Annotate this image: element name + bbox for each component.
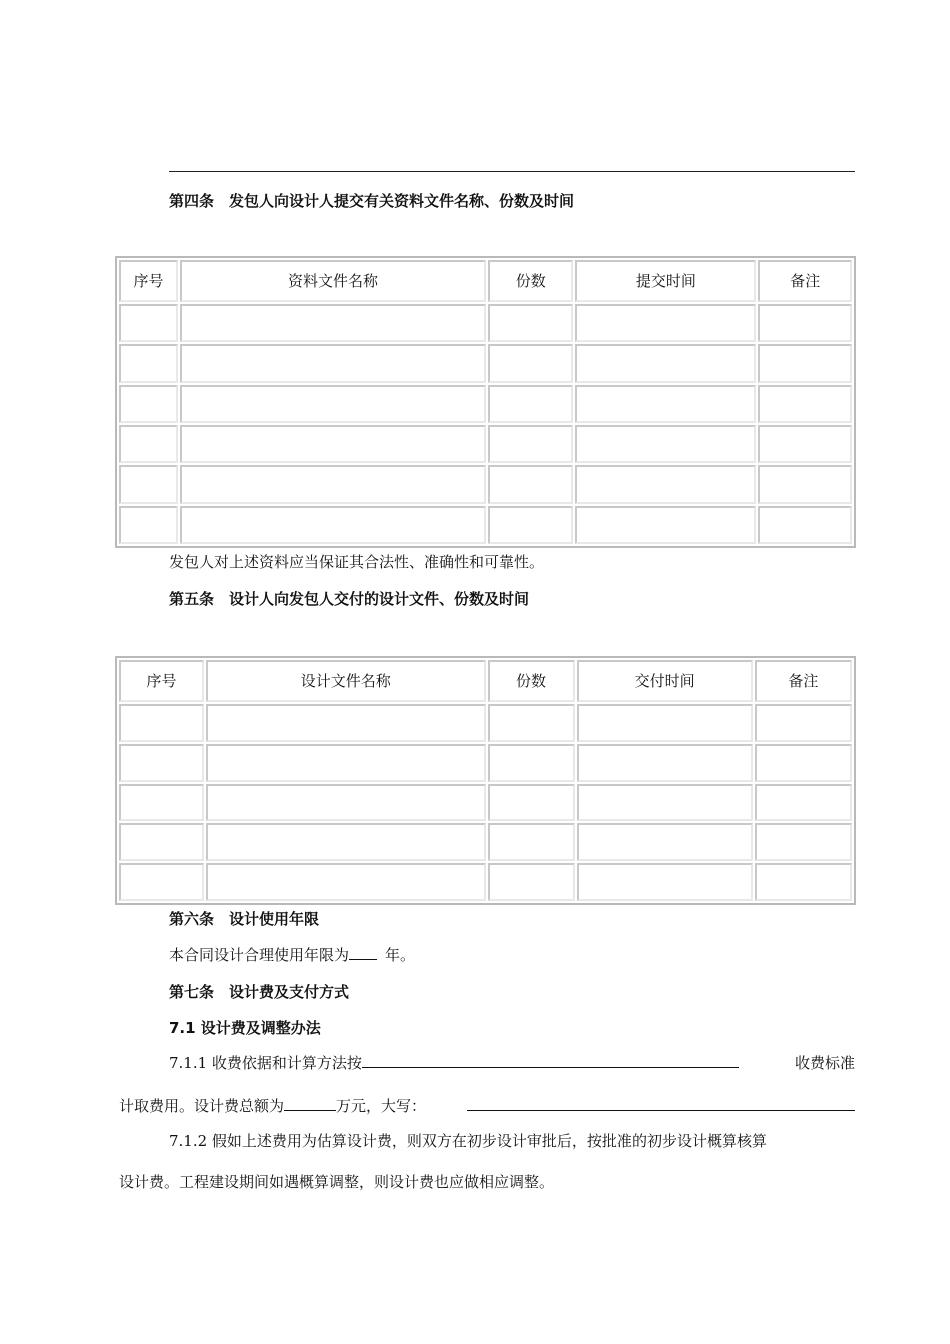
column-header: 设计文件名称 (206, 660, 485, 702)
table-cell[interactable] (180, 506, 486, 544)
table-cell[interactable] (755, 784, 852, 822)
table-cell[interactable] (488, 744, 575, 782)
table-cell[interactable] (119, 465, 178, 503)
table-cell[interactable] (758, 506, 852, 544)
article5-heading: 第五条 设计人向发包人交付的设计文件、份数及时间 (169, 590, 530, 608)
table-cell[interactable] (206, 863, 485, 901)
table-cell[interactable] (488, 465, 573, 503)
article5-table (115, 656, 856, 905)
article7-heading: 第七条 设计费及支付方式 (169, 983, 350, 1001)
table-row (119, 863, 852, 901)
table-cell[interactable] (180, 465, 486, 503)
table-cell[interactable] (119, 304, 178, 342)
table-cell[interactable] (755, 823, 852, 861)
table-cell[interactable] (575, 465, 756, 503)
table-cell[interactable] (577, 863, 753, 901)
table-cell[interactable] (488, 425, 573, 463)
table-cell[interactable] (575, 385, 756, 423)
table-cell[interactable] (488, 304, 573, 342)
article6-heading: 第六条 设计使用年限 (169, 910, 320, 928)
table-cell[interactable] (119, 704, 204, 742)
table-row (119, 506, 852, 544)
table-row (119, 823, 852, 861)
column-header: 提交时间 (575, 260, 756, 302)
table-cell[interactable] (488, 823, 575, 861)
p712-line1: 7.1.2 假如上述费用为估算设计费，则双方在初步设计审批后，按批准的初步设计概算核算 (169, 1132, 767, 1150)
p712-line2: 设计费。工程建设期间如遇概算调整，则设计费也应做相应调整。 (119, 1173, 555, 1191)
table-cell[interactable] (206, 823, 485, 861)
table-cell[interactable] (119, 744, 204, 782)
article4-note: 发包人对上述资料应当保证其合法性、准确性和可靠性。 (169, 553, 545, 571)
table-cell[interactable] (758, 344, 852, 382)
table-cell[interactable] (758, 385, 852, 423)
article4-heading: 第四条 发包人向设计人提交有关资料文件名称、份数及时间 (169, 192, 575, 210)
table-cell[interactable] (119, 863, 204, 901)
table-cell[interactable] (577, 704, 753, 742)
table-cell[interactable] (119, 506, 178, 544)
column-header: 序号 (119, 660, 204, 702)
column-header: 备注 (755, 660, 852, 702)
table-header-row (119, 660, 852, 702)
table-cell[interactable] (180, 385, 486, 423)
article6-text-after: 年。 (385, 946, 416, 964)
table-cell[interactable] (758, 465, 852, 503)
table-cell[interactable] (119, 344, 178, 382)
p711-text-d: 万元，大写： (336, 1097, 427, 1115)
table-cell[interactable] (206, 784, 485, 822)
column-header: 序号 (119, 260, 178, 302)
column-header: 交付时间 (577, 660, 753, 702)
table-cell[interactable] (488, 506, 573, 544)
table-row (119, 385, 852, 423)
table-cell[interactable] (180, 304, 486, 342)
table-cell[interactable] (755, 704, 852, 742)
table-cell[interactable] (575, 344, 756, 382)
column-header: 资料文件名称 (180, 260, 486, 302)
table-cell[interactable] (206, 744, 485, 782)
table-cell[interactable] (577, 823, 753, 861)
table-row (119, 465, 852, 503)
table-cell[interactable] (119, 823, 204, 861)
table-cell[interactable] (758, 425, 852, 463)
column-header: 份数 (488, 660, 575, 702)
article6-text (169, 945, 415, 965)
p711-line1 (169, 1053, 855, 1073)
table-row (119, 704, 852, 742)
table-cell[interactable] (577, 784, 753, 822)
table-cell[interactable] (488, 344, 573, 382)
top-rule (169, 171, 855, 172)
table-cell[interactable] (488, 784, 575, 822)
table-cell[interactable] (488, 704, 575, 742)
p711-line2 (119, 1096, 855, 1116)
table-row (119, 304, 852, 342)
article7-subheading: 7.1 设计费及调整办法 (169, 1019, 321, 1037)
years-blank[interactable] (349, 945, 377, 960)
fee-uppercase-blank[interactable] (467, 1096, 855, 1111)
p711-text-c: 计取费用。设计费总额为 (119, 1097, 285, 1115)
table-cell[interactable] (180, 344, 486, 382)
table-row (119, 744, 852, 782)
table-cell[interactable] (488, 385, 573, 423)
table-cell[interactable] (575, 425, 756, 463)
table-cell[interactable] (488, 863, 575, 901)
table-cell[interactable] (119, 425, 178, 463)
article6-text-before: 本合同设计合理使用年限为 (169, 946, 350, 964)
table-cell[interactable] (119, 784, 204, 822)
fee-amount-blank[interactable] (284, 1096, 336, 1111)
table-cell[interactable] (755, 863, 852, 901)
p711-text-a: 7.1.1 收费依据和计算方法按 (169, 1054, 362, 1072)
table-cell[interactable] (119, 385, 178, 423)
table-row (119, 425, 852, 463)
fee-basis-blank[interactable] (362, 1053, 739, 1068)
column-header: 备注 (758, 260, 852, 302)
table-cell[interactable] (758, 304, 852, 342)
p711-text-b: 收费标准 (794, 1054, 855, 1072)
table-cell[interactable] (180, 425, 486, 463)
table-cell[interactable] (755, 744, 852, 782)
table-row (119, 344, 852, 382)
column-header: 份数 (488, 260, 573, 302)
table-cell[interactable] (577, 744, 753, 782)
table-cell[interactable] (206, 704, 485, 742)
table-row (119, 784, 852, 822)
table-cell[interactable] (575, 304, 756, 342)
article4-table (115, 256, 856, 548)
table-header-row (119, 260, 852, 302)
table-cell[interactable] (575, 506, 756, 544)
